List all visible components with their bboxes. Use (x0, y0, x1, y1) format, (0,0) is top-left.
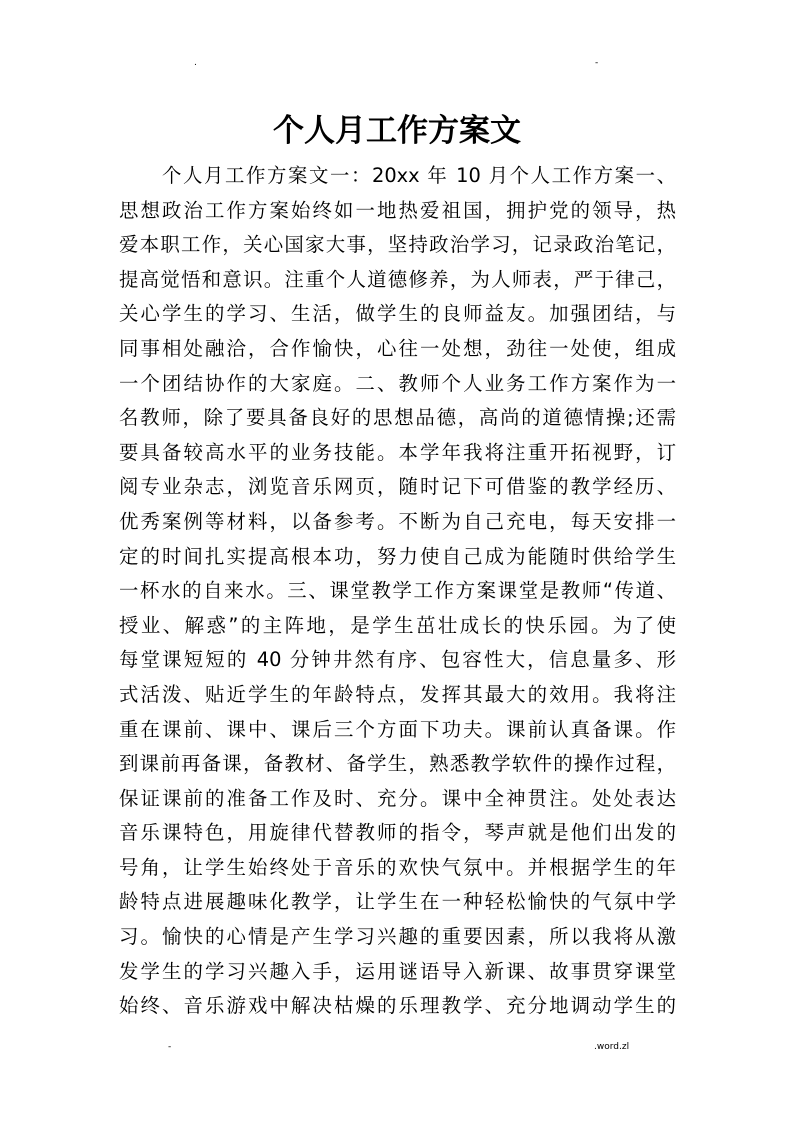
body-line: 同事相处融洽，合作愉快，心往一处想，劲往一处使，组成 (119, 336, 676, 360)
body-line: 音乐课特色，用旋律代替教师的指令，琴声就是他们出发的 (119, 821, 676, 845)
body-line: 习。愉快的心情是产生学习兴趣的重要因素，所以我将从激 (119, 925, 676, 949)
body-line: 号角，让学生始终处于音乐的欢快气氛中。并根据学生的年 (119, 855, 676, 879)
header-right-mark: - (595, 58, 599, 68)
body-line: 发学生的学习兴趣入手，运用谜语导入新课、故事贯穿课堂 (119, 959, 676, 983)
body-line: 重在课前、课中、课后三个方面下功夫。课前认真备课。作 (119, 717, 676, 741)
body-line: 思想政治工作方案始终如一地热爱祖国，拥护党的领导，热 (119, 198, 676, 222)
body-line: 优秀案例等材料，以备参考。不断为自己充电，每天安排一 (119, 509, 676, 533)
body-line: 个人月工作方案文一：20xx 年 10 月个人工作方案一、 (162, 164, 676, 187)
document-body (119, 159, 676, 1024)
body-line: 到课前再备课，备教材、备学生，熟悉教学软件的操作过程， (119, 752, 676, 776)
body-line: 保证课前的准备工作及时、充分。课中全神贯注。处处表达 (119, 786, 676, 810)
footer-right-mark: .word.zl (594, 1042, 630, 1052)
document-title: 个人月工作方案文 (273, 113, 521, 149)
body-line: 提高觉悟和意识。注重个人道德修养，为人师表，严于律己， (119, 267, 676, 291)
body-line: 关心学生的学习、生活，做学生的良师益友。加强团结，与 (119, 302, 676, 326)
body-line: 式活泼、贴近学生的年龄特点，发挥其最大的效用。我将注 (119, 682, 676, 706)
body-line: 龄特点进展趣味化教学，让学生在一种轻松愉快的气氛中学 (119, 890, 676, 914)
body-line: 授业、解惑”的主阵地，是学生茁壮成长的快乐园。为了使 (119, 613, 676, 637)
body-line: 阅专业杂志，浏览音乐网页，随时记下可借鉴的教学经历、 (119, 475, 676, 499)
footer-left-mark: - (168, 1042, 172, 1052)
body-line: 一个团结协作的大家庭。二、教师个人业务工作方案作为一 (119, 371, 676, 395)
body-line: 一杯水的自来水。三、课堂教学工作方案课堂是教师“传道、 (119, 579, 676, 603)
body-line: 爱本职工作，关心国家大事，坚持政治学习，记录政治笔记， (119, 233, 676, 257)
body-line: 要具备较高水平的业务技能。本学年我将注重开拓视野，订 (119, 440, 676, 464)
header-left-mark: . (194, 58, 197, 68)
body-line: 定的时间扎实提高根本功，努力使自己成为能随时供给学生 (119, 544, 676, 568)
body-line: 始终、音乐游戏中解决枯燥的乐理教学、充分地调动学生的 (119, 994, 676, 1018)
body-line: 名教师，除了要具备良好的思想品德，高尚的道德情操;还需 (119, 406, 676, 430)
body-line: 每堂课短短的 40 分钟井然有序、包容性大，信息量多、形 (119, 648, 676, 672)
